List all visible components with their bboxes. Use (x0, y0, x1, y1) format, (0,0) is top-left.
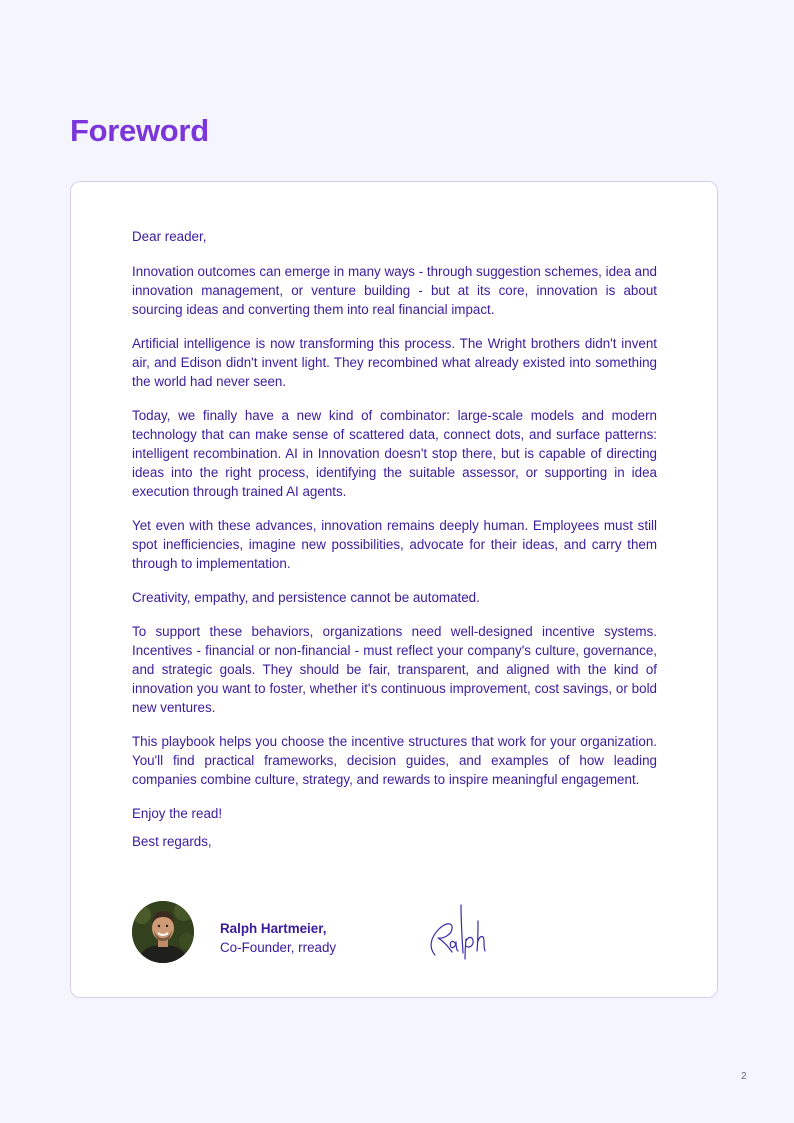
letter-paragraph-2: Artificial intelligence is now transforming this process. The Wright brothers didn't invent air, and Edison didn't invent light. They recombined what already existed into something the world had never seen. (132, 336, 657, 389)
letter-closing-regards: Best regards, (132, 834, 212, 849)
avatar (132, 901, 194, 963)
letter-paragraph-3: Today, we finally have a new kind of combinator: large-scale models and modern technology that can make sense of scattered data, connect dots, and surface patterns: intelligent recombination. AI in Innovation doesn't stop there, but is capable of directing ideas into the right process, identifying the suitable assessor, or supporting in idea execution through trained AI agents. (132, 408, 657, 499)
letter-greeting: Dear reader, (132, 229, 207, 244)
handwritten-signature (425, 901, 495, 961)
foreword-card (70, 181, 718, 998)
signer-info (220, 919, 336, 957)
letter-paragraph-1: Innovation outcomes can emerge in many ways - through suggestion schemes, idea and innovation management, or venture building - but at its core, innovation is about sourcing ideas and converting them into real financial impact. (132, 264, 657, 317)
signer-name: Ralph Hartmeier, (220, 921, 327, 936)
page-number: 2 (741, 1071, 747, 1082)
page-title: Foreword (70, 113, 209, 148)
letter-closing-enjoy: Enjoy the read! (132, 806, 223, 821)
letter-paragraph-5: Creativity, empathy, and persistence cannot be automated. (132, 590, 480, 605)
signature-block (132, 901, 657, 965)
avatar-portrait (132, 901, 194, 963)
signer-role: Co-Founder, rready (220, 940, 337, 955)
letter-paragraph-7: This playbook helps you choose the incentive structures that work for your organization. You'll find practical frameworks, decision guides, and examples of how leading companies combine culture, strategy, and rewards to inspire meaningful engagement. (132, 734, 657, 787)
letter-paragraph-6: To support these behaviors, organizations need well-designed incentive systems. Incentives - financial or non-financial - must reflect your company's culture, governance, and strategic goals. They should be fair, transparent, and aligned with the kind of innovation you want to foster, whether it's continuous improvement, cost savings, or bold new ventures. (132, 624, 657, 715)
letter-body (132, 227, 657, 851)
letter-paragraph-4: Yet even with these advances, innovation remains deeply human. Employees must still spot inefficiencies, imagine new possibilities, advocate for their ideas, and carry them through to implementation. (132, 518, 657, 571)
